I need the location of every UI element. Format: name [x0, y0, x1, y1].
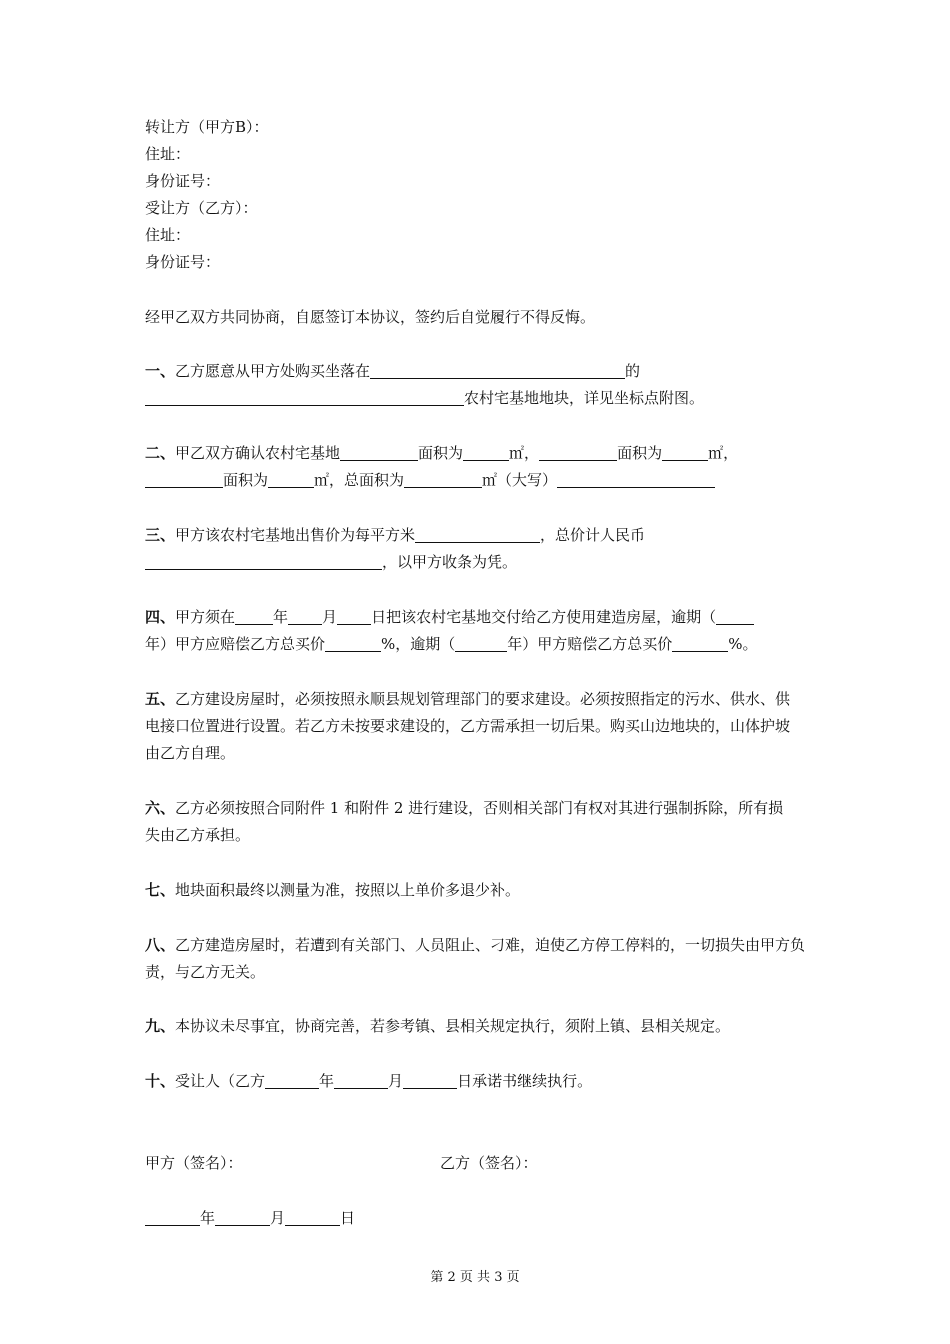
homestead-blank-3[interactable] — [145, 469, 223, 488]
party-b-signature-label: 乙方（签名）： — [440, 1154, 538, 1172]
clause-9-number: 九、 — [145, 1017, 176, 1035]
clause-2-text-h: ㎡（大写） — [482, 471, 558, 489]
clause-6-line-1 — [145, 795, 783, 821]
clause-8-line-2: 责，与乙方无关。 — [145, 963, 266, 981]
clause-3-number: 三、 — [145, 526, 176, 544]
overdue-years-blank-1[interactable] — [716, 606, 754, 625]
clause-2-text-g: ㎡，总面积为 — [314, 471, 405, 489]
plot-name-blank[interactable] — [145, 387, 464, 406]
address-label-2: 住址： — [145, 226, 191, 244]
area-blank-3[interactable] — [268, 469, 314, 488]
clause-2-text-c: ㎡， — [509, 444, 540, 462]
clause-8-line-1 — [145, 932, 805, 958]
clause-4-text-b: 年 — [273, 608, 289, 626]
clause-6-text-1: 乙方必须按照合同附件 1 和附件 2 进行建设，否则相关部门有权对其进行强制拆除，所有损 — [175, 799, 784, 817]
area-blank-1[interactable] — [463, 442, 509, 461]
clause-2-text-a: 甲乙双方确认农村宅基地 — [175, 444, 341, 462]
signing-day-label: 日 — [340, 1209, 356, 1227]
clause-6-line-2: 失由乙方承担。 — [145, 826, 251, 844]
clause-10-line-1 — [145, 1068, 592, 1094]
signing-month-blank[interactable] — [215, 1207, 270, 1226]
transferee-label: 受让方（乙方）： — [145, 199, 258, 217]
delivery-month-blank[interactable] — [288, 606, 322, 625]
signing-day-blank[interactable] — [285, 1207, 340, 1226]
clause-1-number: 一、 — [145, 362, 176, 380]
overdue-years-blank-2[interactable] — [455, 633, 507, 652]
clause-3-text-c: ，以甲方收条为凭。 — [382, 553, 518, 571]
signing-year-blank[interactable] — [145, 1207, 200, 1226]
clause-4-text-a: 甲方须在 — [175, 608, 236, 626]
clause-4-text-d: 日把该农村宅基地交付给乙方使用建造房屋，逾期（ — [371, 608, 717, 626]
clause-8-text-1: 乙方建造房屋时，若遭到有关部门、人员阻止、刁难，迫使乙方停工停料的，一切损失由甲方负 — [175, 936, 806, 954]
signing-year-label: 年 — [200, 1209, 216, 1227]
clause-3-text-a: 甲方该农村宅基地出售价为每平方米 — [175, 526, 416, 544]
clause-4-number: 四、 — [145, 608, 176, 626]
delivery-year-blank[interactable] — [235, 606, 273, 625]
id-number-label-2: 身份证号： — [145, 253, 221, 271]
clause-1-text-c: 农村宅基地地块，详见坐标点附图。 — [464, 389, 705, 407]
transferor-b-label: 转让方（甲方B）： — [145, 118, 269, 136]
clause-10-number: 十、 — [145, 1072, 176, 1090]
clause-2-number: 二、 — [145, 444, 176, 462]
party-a-signature-label: 甲方（签名）： — [145, 1154, 243, 1172]
homestead-blank-2[interactable] — [539, 442, 617, 461]
clause-2-text-b: 面积为 — [418, 444, 464, 462]
compensation-percent-blank-2[interactable] — [672, 633, 728, 652]
clause-2-line-2 — [145, 467, 715, 493]
clause-10-text-c: 月 — [388, 1072, 404, 1090]
clause-3-text-b: ，总价计人民币 — [540, 526, 646, 544]
clause-2-line-1 — [145, 440, 738, 466]
total-price-blank[interactable] — [145, 551, 382, 570]
clause-4-text-f: %，逾期（ — [381, 635, 456, 653]
clause-8-number: 八、 — [145, 936, 176, 954]
clause-1-text-a: 乙方愿意从甲方处购买坐落在 — [175, 362, 371, 380]
area-blank-2[interactable] — [662, 442, 708, 461]
page-number-footer: 第 2 页 共 3 页 — [430, 1270, 520, 1285]
clause-10-text-a: 受让人（乙方 — [175, 1072, 266, 1090]
clause-7-number: 七、 — [145, 881, 176, 899]
clause-7-text-1: 地块面积最终以测量为准，按照以上单价多退少补。 — [175, 881, 521, 899]
clause-1-line-1 — [145, 358, 640, 384]
total-area-uppercase-blank[interactable] — [557, 469, 715, 488]
clause-9-line-1 — [145, 1013, 730, 1039]
commitment-month-blank[interactable] — [334, 1070, 388, 1089]
address-label-1: 住址： — [145, 145, 191, 163]
clause-5-line-2: 电接口位置进行设置。若乙方未按要求建设的，乙方需承担一切后果。购买山边地块的，山体护坡 — [145, 717, 791, 735]
location-blank[interactable] — [370, 360, 625, 379]
clause-4-text-e: 年）甲方应赔偿乙方总买价 — [145, 635, 326, 653]
clause-10-text-d: 日承诺书继续执行。 — [457, 1072, 593, 1090]
clause-4-text-c: 月 — [322, 608, 338, 626]
clause-10-text-b: 年 — [319, 1072, 335, 1090]
clause-9-text-1: 本协议未尽事宜，协商完善，若参考镇、县相关规定执行，须附上镇、县相关规定。 — [175, 1017, 731, 1035]
intro-paragraph: 经甲乙双方共同协商，自愿签订本协议，签约后自觉履行不得反悔。 — [145, 308, 596, 326]
total-area-blank[interactable] — [404, 469, 482, 488]
signing-date-line — [145, 1205, 355, 1231]
clause-3-line-2 — [145, 549, 517, 575]
clause-5-line-3: 由乙方自理。 — [145, 744, 236, 762]
id-number-label-1: 身份证号： — [145, 172, 221, 190]
clause-3-line-1 — [145, 522, 645, 548]
clause-5-line-1 — [145, 686, 790, 712]
homestead-blank-1[interactable] — [340, 442, 418, 461]
commitment-year-blank[interactable] — [265, 1070, 319, 1089]
signing-month-label: 月 — [270, 1209, 286, 1227]
delivery-day-blank[interactable] — [337, 606, 371, 625]
clause-6-number: 六、 — [145, 799, 176, 817]
commitment-day-blank[interactable] — [403, 1070, 457, 1089]
clause-5-number: 五、 — [145, 690, 176, 708]
clause-1-line-2 — [145, 385, 704, 411]
clause-7-line-1 — [145, 877, 520, 903]
clause-2-text-e: ㎡， — [708, 444, 739, 462]
clause-5-text-1: 乙方建设房屋时，必须按照永顺县规划管理部门的要求建设。必须按照指定的污水、供水、供 — [175, 690, 791, 708]
clause-4-text-h: %。 — [728, 635, 758, 653]
clause-4-line-2 — [145, 631, 758, 657]
compensation-percent-blank-1[interactable] — [325, 633, 381, 652]
clause-2-text-d: 面积为 — [617, 444, 663, 462]
clause-4-line-1 — [145, 604, 754, 630]
clause-4-text-g: 年）甲方赔偿乙方总买价 — [507, 635, 673, 653]
unit-price-blank[interactable] — [415, 524, 540, 543]
clause-1-text-b: 的 — [625, 362, 641, 380]
clause-2-text-f: 面积为 — [223, 471, 269, 489]
